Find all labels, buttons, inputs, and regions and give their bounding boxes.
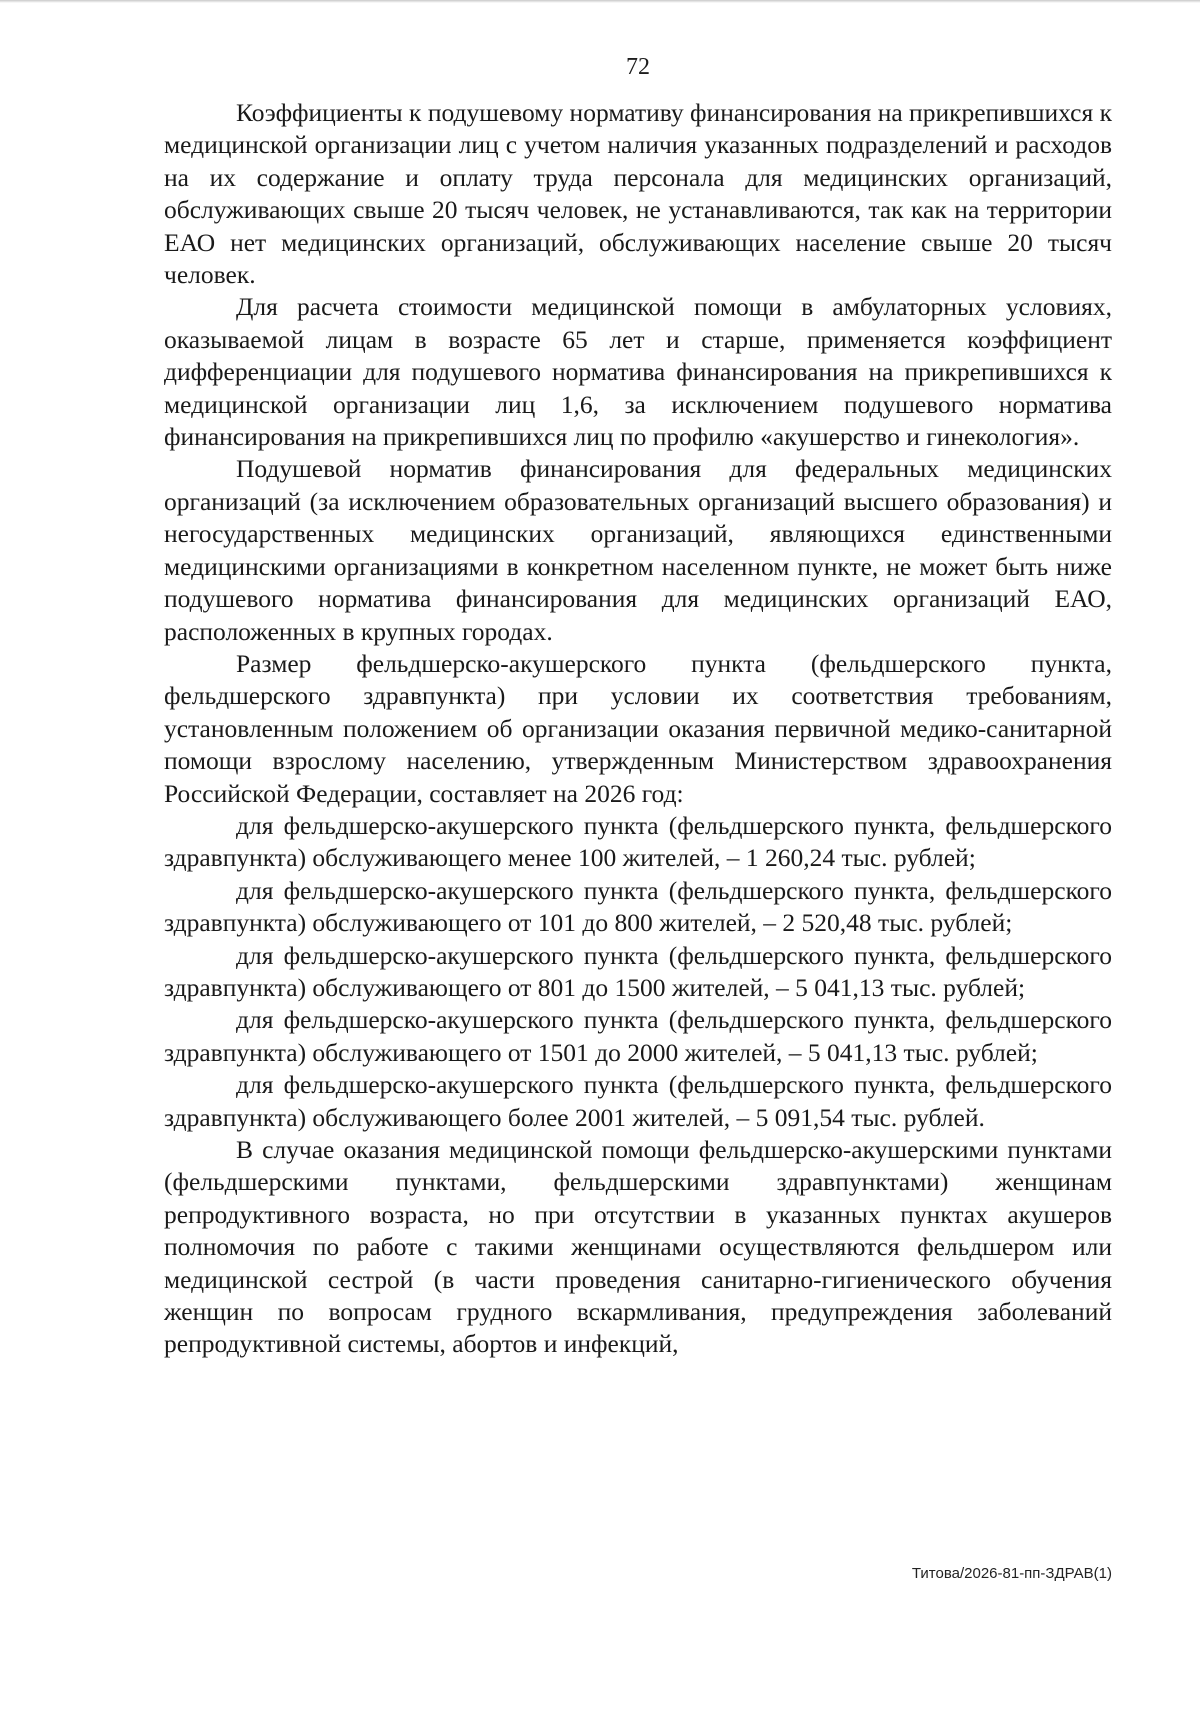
document-body xyxy=(164,97,1112,1361)
paragraph-age-65: Для расчета стоимости медицинской помощи в амбулаторных условиях, оказываемой лицам в возрасте 65 лет и старше, применяется коэффициент дифференциации для подушевого норматива финансирования на прикрепившихся к медицинской организации лиц 1,6, за исключением подушевого норматива финансирования на прикрепившихся лиц по профилю «акушерство и гинекология». xyxy=(164,292,1112,452)
footer-reference: Титова/2026-81-пп-ЗДРАВ(1) xyxy=(911,1565,1112,1582)
paragraph-fap-over-2001: для фельдшерско-акушерского пункта (фельдшерского пункта, фельдшерского здравпункта) обслуживающего более 2001 жителей, – 5 091,54 тыс. рублей. xyxy=(164,1070,1112,1132)
scan-top-edge xyxy=(0,0,1200,3)
paragraph-coefficients: Коэффициенты к подушевому нормативу финансирования на прикрепившихся к медицинской организации лиц с учетом наличия указанных подразделений и расходов на их содержание и оплату труда персонала для медицинских организаций, обслуживающих свыше 20 тысяч человек, не устанавливаются, так как на территории ЕАО нет медицинских организаций, обслуживающих население свыше 20 тысяч человек. xyxy=(164,98,1112,290)
paragraph-federal-orgs: Подушевой норматив финансирования для федеральных медицинских организаций (за исключением образовательных организаций высшего образования) и негосударственных медицинских организаций, являющихся единственными медицинскими организациями в конкретном населенном пункте, не может быть ниже подушевого норматива финансирования для медицинских организаций ЕАО, расположенных в крупных городах. xyxy=(164,454,1112,646)
paragraph-fap-size: Размер фельдшерско-акушерского пункта (фельдшерского пункта, фельдшерского здравпункта) при условии их соответствия требованиям, установленным положением об организации оказания первичной медико-санитарной помощи взрослому населению, утвержденным Министерством здравоохранения Российской Федерации, составляет на 2026 год: xyxy=(164,648,1112,808)
paragraph-fap-1501-2000: для фельдшерско-акушерского пункта (фельдшерского пункта, фельдшерского здравпункта) обслуживающего от 1501 до 2000 жителей, – 5 041,13 тыс. рублей; xyxy=(164,1005,1112,1067)
page-number: 72 xyxy=(626,54,650,80)
paragraph-fap-801-1500: для фельдшерско-акушерского пункта (фельдшерского пункта, фельдшерского здравпункта) обслуживающего от 801 до 1500 жителей, – 5 041,13 тыс. рублей; xyxy=(164,940,1112,1002)
paragraph-fap-101-800: для фельдшерско-акушерского пункта (фельдшерского пункта, фельдшерского здравпункта) обслуживающего от 101 до 800 жителей, – 2 520,48 тыс. рублей; xyxy=(164,875,1112,938)
paragraph-fap-under-100: для фельдшерско-акушерского пункта (фельдшерского пункта, фельдшерского здравпункта) обслуживающего менее 100 жителей, – 1 260,24 тыс. рублей; xyxy=(164,810,1112,873)
paragraph-reproductive-age: В случае оказания медицинской помощи фельдшерско-акушерскими пунктами (фельдшерскими пунктами, фельдшерскими здравпунктами) женщинам репродуктивного возраста, но при отсутствии в указанных пунктах акушеров полномочия по работе с такими женщинами осуществляются фельдшером или медицинской сестрой (в части проведения санитарно-гигиенического обучения женщин по вопросам грудного вскармливания, предупреждения заболеваний репродуктивной системы, абортов и инфекций, xyxy=(164,1135,1112,1359)
